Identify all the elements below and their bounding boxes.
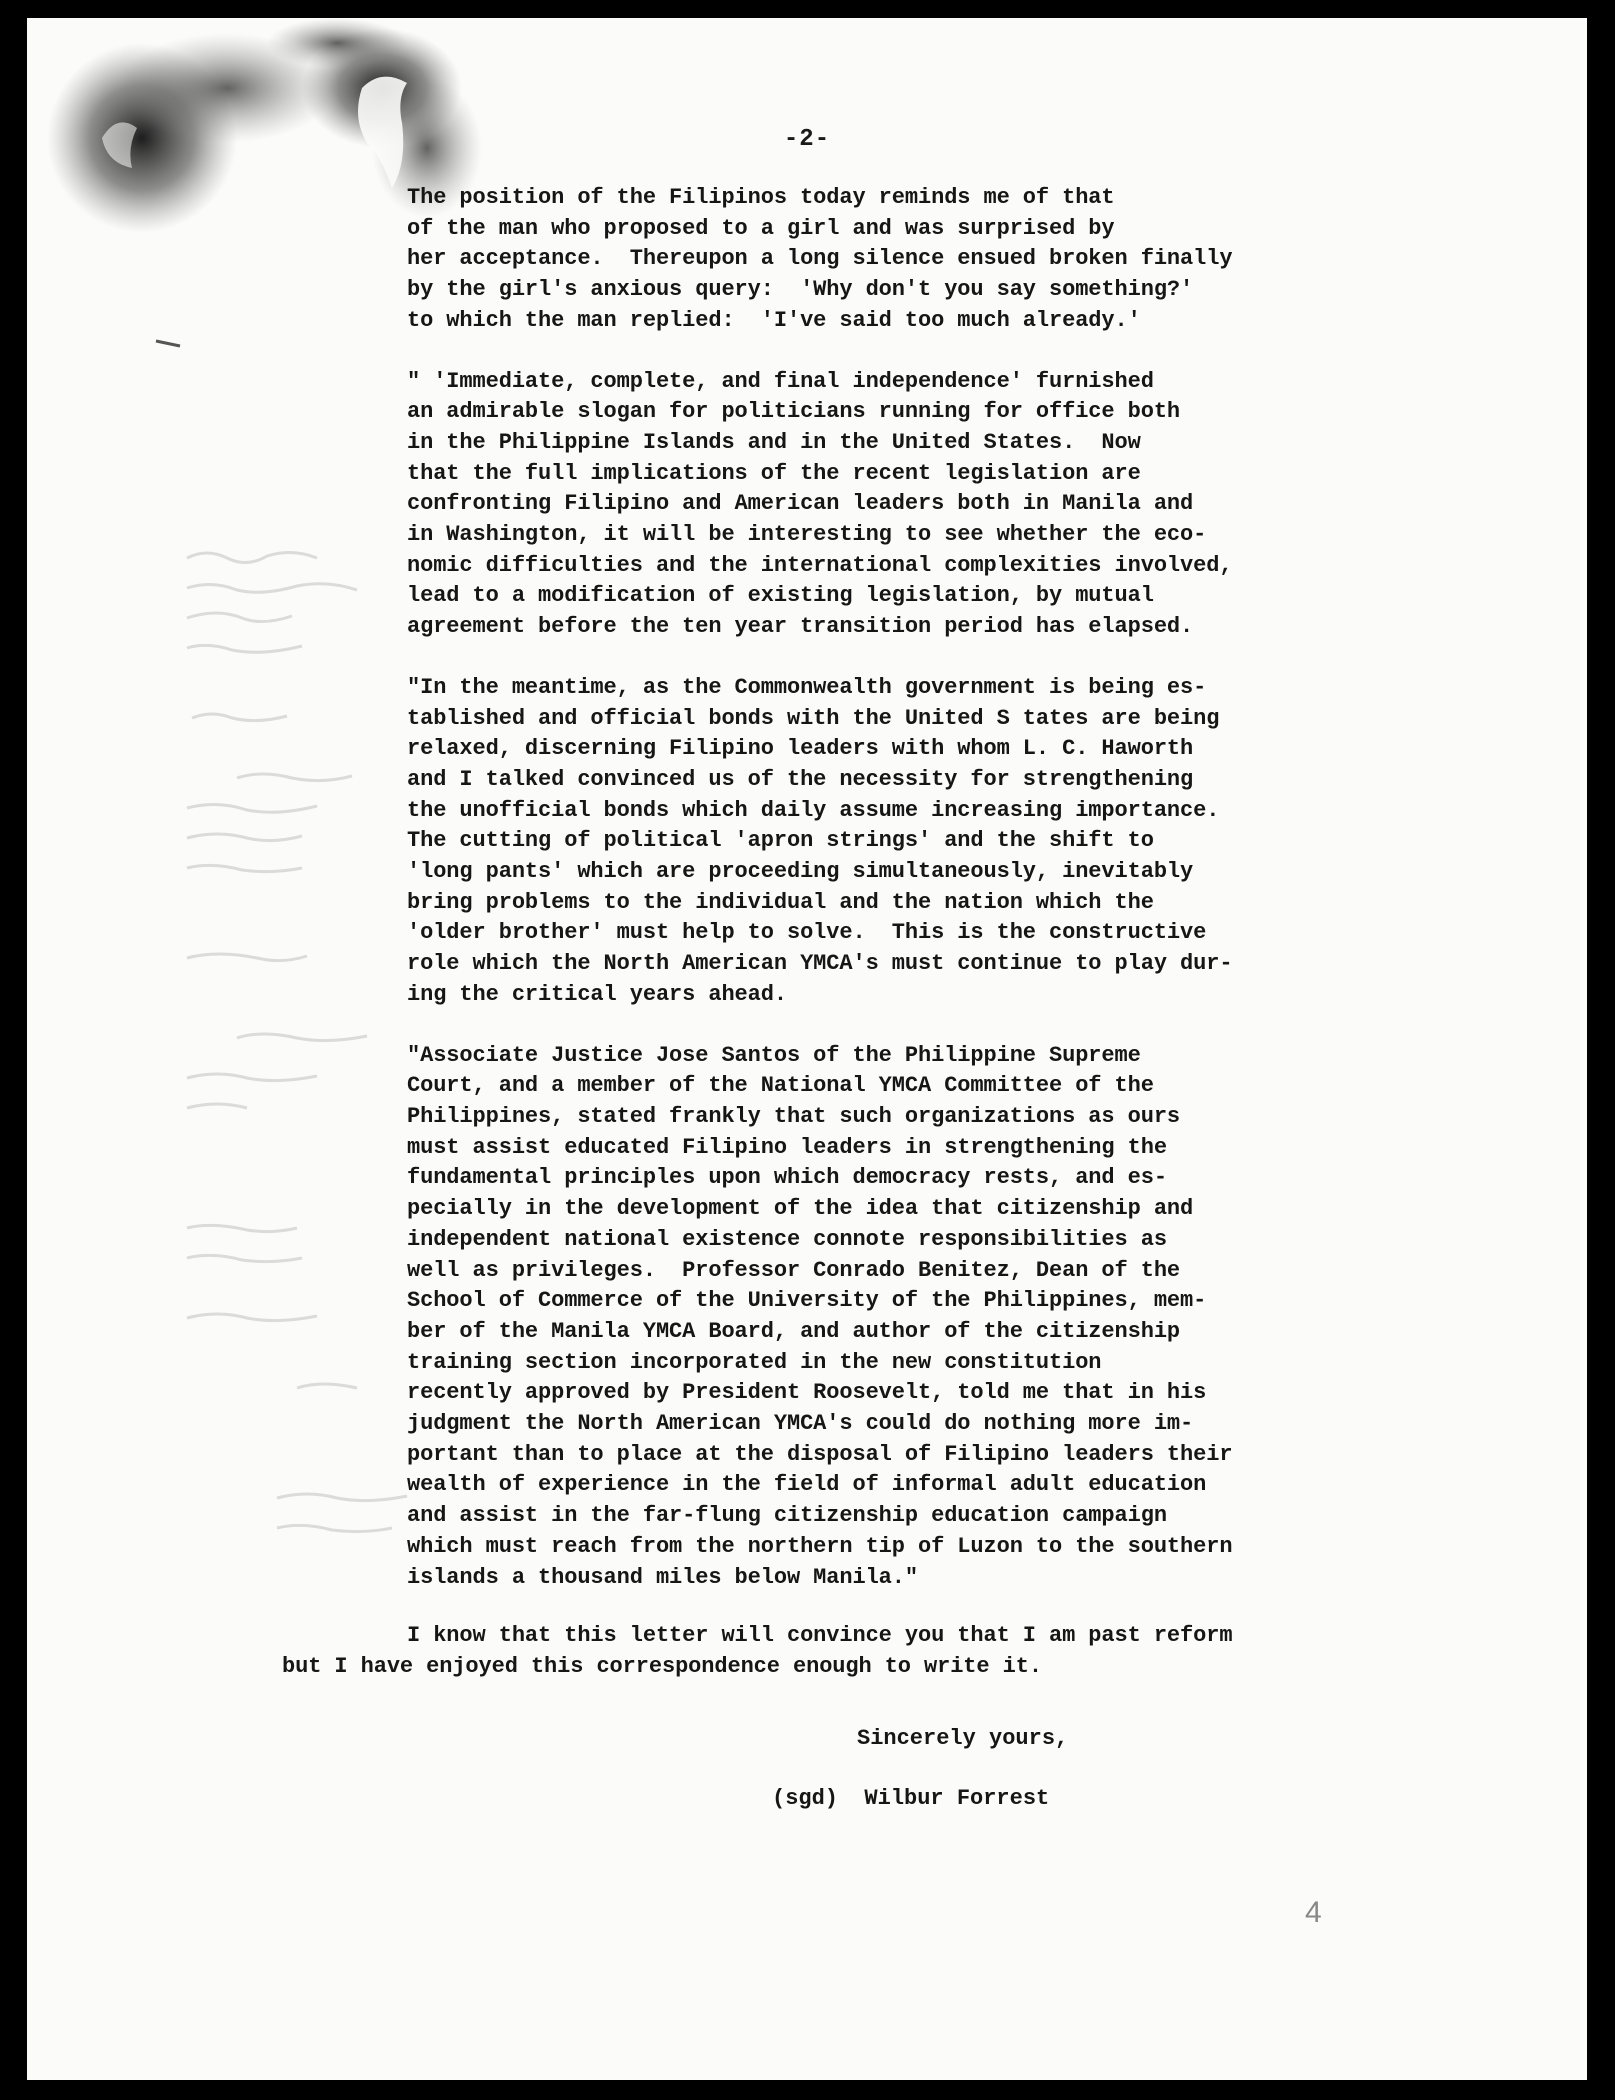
- text-line: her acceptance. Thereupon a long silence ensued broken finally: [407, 246, 1233, 272]
- text-line: wealth of experience in the field of informal adult education: [407, 1472, 1207, 1498]
- text-line: agreement before the ten year transition period has elapsed.: [407, 614, 1194, 640]
- text-line: of the man who proposed to a girl and was surprised by: [407, 215, 1115, 241]
- text-line: by the girl's anxious query: 'Why don't you say something?': [407, 277, 1194, 303]
- text-line: Philippines, stated frankly that such organizations as ours: [407, 1103, 1181, 1129]
- text-line: 'older brother' must help to solve. This is the constructive: [407, 920, 1207, 946]
- signature-line: (sgd) Wilbur Forrest: [772, 1786, 1050, 1811]
- document-page: [27, 18, 1587, 2080]
- text-line: independent national existence connote responsibilities as: [407, 1226, 1167, 1252]
- paragraph-commonwealth: [407, 673, 1407, 1011]
- text-line: ing the critical years ahead.: [407, 981, 787, 1007]
- closing-paragraph: [282, 1621, 1407, 1682]
- pencil-mark: 4: [1305, 1896, 1322, 1929]
- text-line: lead to a modification of existing legislation, by mutual: [407, 583, 1154, 609]
- complimentary-close: Sincerely yours,: [857, 1726, 1069, 1751]
- text-line: pecially in the development of the idea that citizenship and: [407, 1196, 1194, 1222]
- text-line: ber of the Manila YMCA Board, and author of the citizenship: [407, 1318, 1181, 1344]
- text-line: well as privileges. Professor Conrado Benitez, Dean of the: [407, 1257, 1181, 1283]
- text-line: bring problems to the individual and the nation which the: [407, 889, 1154, 915]
- margin-mark: [154, 338, 184, 348]
- text-line: must assist educated Filipino leaders in strengthening the: [407, 1134, 1167, 1160]
- text-line: tablished and official bonds with the United S tates are being: [407, 705, 1220, 731]
- text-line: 'long pants' which are proceeding simultaneously, inevitably: [407, 859, 1194, 885]
- text-line: to which the man replied: 'I've said too much already.': [407, 307, 1141, 333]
- text-line: the unofficial bonds which daily assume increasing importance.: [407, 797, 1220, 823]
- text-line: " 'Immediate, complete, and final independence' furnished: [407, 368, 1154, 394]
- text-line: School of Commerce of the University of the Philippines, mem-: [407, 1288, 1207, 1314]
- text-line: which must reach from the northern tip of Luzon to the southern: [407, 1533, 1233, 1559]
- text-line: that the full implications of the recent legislation are: [407, 460, 1141, 486]
- text-line: "Associate Justice Jose Santos of the Philippine Supreme: [407, 1042, 1141, 1068]
- text-line: "In the meantime, as the Commonwealth government is being es-: [407, 674, 1207, 700]
- text-line: nomic difficulties and the international complexities involved,: [407, 552, 1233, 578]
- bleed-through: [177, 538, 437, 1738]
- text-line: recently approved by President Roosevelt, told me that in his: [407, 1380, 1207, 1406]
- text-line: I know that this letter will convince you that I am past reform: [407, 1623, 1233, 1649]
- text-line: an admirable slogan for politicians running for office both: [407, 399, 1181, 425]
- text-line: but I have enjoyed this correspondence enough to write it.: [282, 1653, 1042, 1679]
- text-line: Court, and a member of the National YMCA Committee of the: [407, 1073, 1154, 1099]
- letter-body: [282, 183, 1407, 1683]
- text-line: fundamental principles upon which democracy rests, and es-: [407, 1165, 1167, 1191]
- text-line: The position of the Filipinos today reminds me of that: [407, 185, 1115, 210]
- text-line: and I talked convinced us of the necessity for strengthening: [407, 766, 1194, 792]
- text-line: training section incorporated in the new constitution: [407, 1349, 1102, 1375]
- text-line: role which the North American YMCA's must continue to play dur-: [407, 951, 1233, 977]
- paragraph-independence-slogan: [407, 367, 1407, 643]
- page-number: -2-: [783, 126, 831, 153]
- text-line: islands a thousand miles below Manila.": [407, 1564, 918, 1590]
- text-line: confronting Filipino and American leaders both in Manila and: [407, 491, 1194, 517]
- text-line: relaxed, discerning Filipino leaders with whom L. C. Haworth: [407, 736, 1194, 762]
- paragraph-santos-benitez: [407, 1041, 1407, 1594]
- text-line: in Washington, it will be interesting to see whether the eco-: [407, 522, 1207, 548]
- text-line: and assist in the far-flung citizenship education campaign: [407, 1503, 1167, 1529]
- text-line: The cutting of political 'apron strings' and the shift to: [407, 828, 1154, 854]
- text-line: in the Philippine Islands and in the United States. Now: [407, 429, 1141, 455]
- text-line: judgment the North American YMCA's could do nothing more im-: [407, 1411, 1194, 1437]
- text-line: portant than to place at the disposal of Filipino leaders their: [407, 1441, 1233, 1467]
- paragraph-filipinos-position: [407, 183, 1407, 337]
